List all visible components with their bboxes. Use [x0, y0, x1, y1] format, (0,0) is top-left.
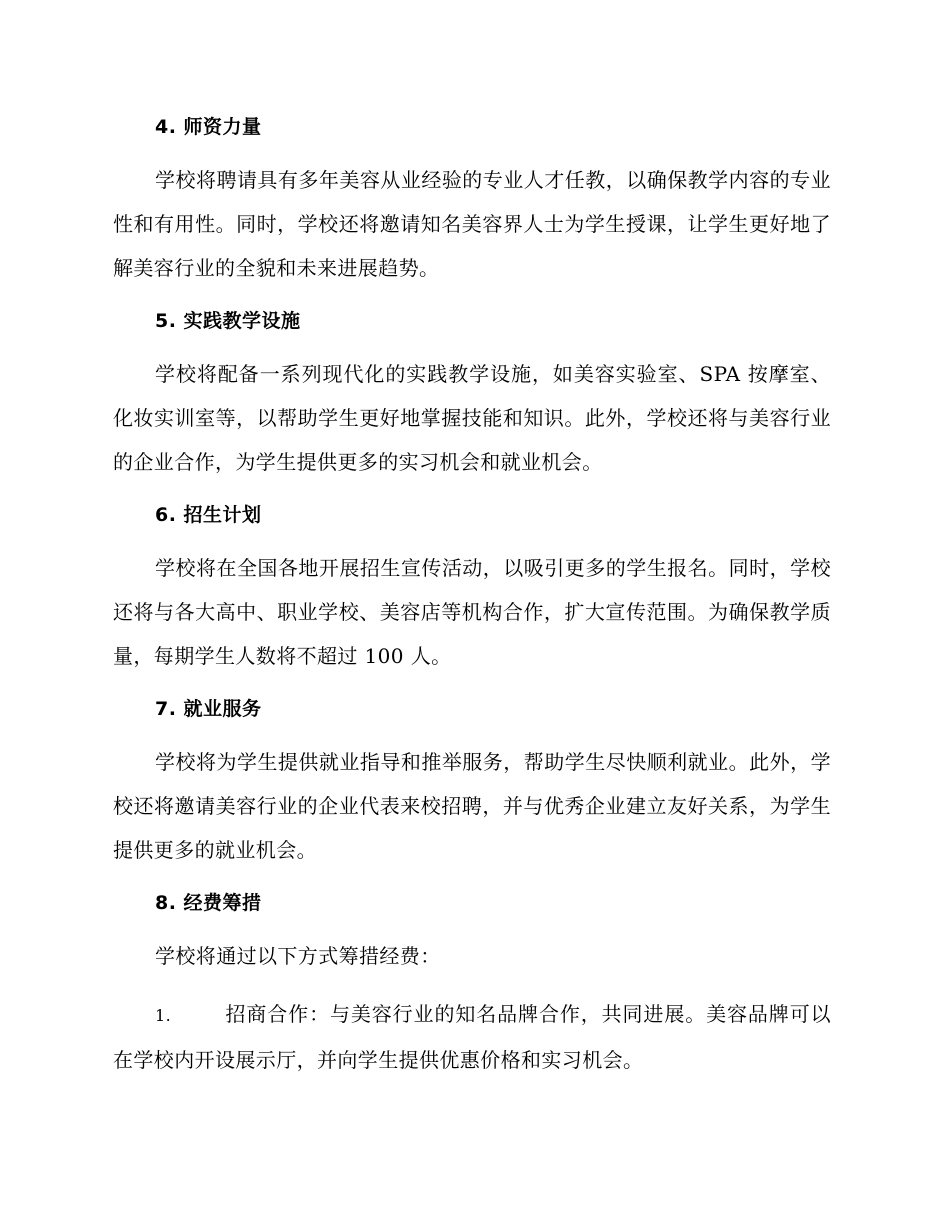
section-paragraph-enrollment: 学校将在全国各地开展招生宣传活动，以吸引更多的学生报名。同时，学校还将与各大高中、职业学校、美容店等机构合作，扩大宣传范围。为确保教学质量，每期学生人数将不超过 100 人。: [113, 556, 831, 668]
list-item-text: 招商合作：与美容行业的知名品牌合作，共同进展。美容品牌可以在学校内开设展示厅，并向学生提供优惠价格和实习机会。: [113, 1002, 831, 1072]
section-heading-employment: 7. 就业服务: [155, 698, 262, 720]
section-paragraph-facilities: 学校将配备一系列现代化的实践教学设施，如美容实验室、SPA 按摩室、化妆实训室等，以帮助学生更好地掌握技能和知识。此外，学校还将与美容行业的企业合作，为学生提供更多的实习机会和就业机会。: [113, 362, 831, 474]
document-content: [113, 110, 831, 1082]
section-heading-enrollment: 6. 招生计划: [155, 504, 262, 526]
section-paragraph-funding: 学校将通过以下方式筹措经费：: [155, 944, 441, 968]
section-heading-facilities: 5. 实践教学设施: [155, 310, 301, 332]
list-item-number: 1.: [155, 1006, 172, 1025]
section-heading-faculty: 4. 师资力量: [155, 116, 262, 138]
section-paragraph-faculty: 学校将聘请具有多年美容从业经验的专业人才任教，以确保教学内容的专业性和有用性。同时，学校还将邀请知名美容界人士为学生授课，让学生更好地了解美容行业的全貌和未来进展趋势。: [113, 168, 831, 280]
list-item: [113, 992, 831, 1082]
section-paragraph-employment: 学校将为学生提供就业指导和推举服务，帮助学生尽快顺利就业。此外，学校还将邀请美容行业的企业代表来校招聘，并与优秀企业建立友好关系，为学生提供更多的就业机会。: [113, 750, 831, 862]
section-heading-funding: 8. 经费筹措: [155, 892, 262, 914]
